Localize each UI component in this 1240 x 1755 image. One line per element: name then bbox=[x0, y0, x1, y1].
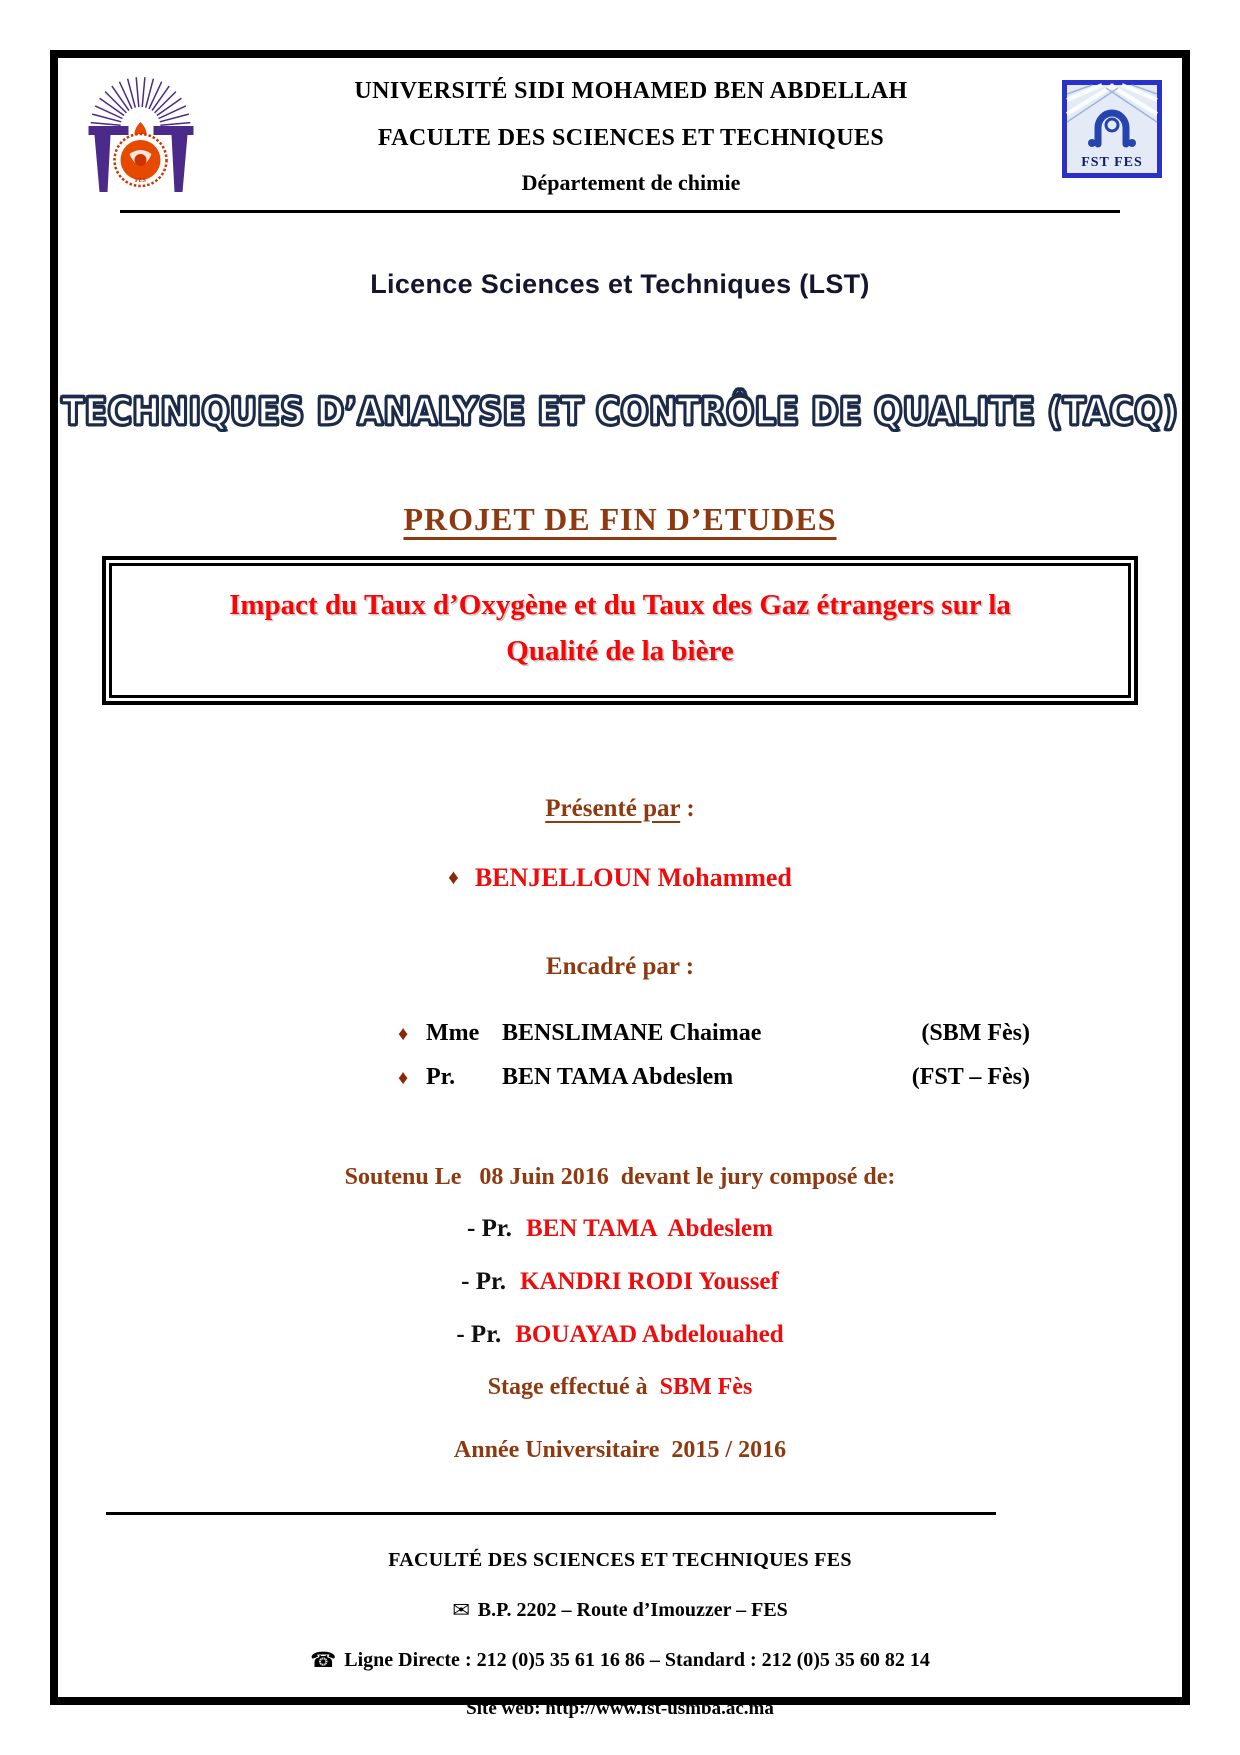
presented-by-entry bbox=[58, 863, 1182, 893]
thesis-title-line1: Impact du Taux d’Oxygène et du Taux des Gaz étrangers sur la bbox=[229, 589, 1011, 621]
page-border-frame bbox=[50, 50, 1190, 1720]
footer bbox=[58, 1549, 1182, 1720]
supervisor-affiliation: (FST – Fès) bbox=[911, 1064, 1030, 1091]
footer-website: Site web: http://www.fst-usmba.ac.ma bbox=[466, 1698, 774, 1720]
footer-phones-line bbox=[58, 1648, 1182, 1672]
supervisor-title: Mme bbox=[426, 1019, 480, 1046]
supervisor-name: BEN TAMA Abdeslem bbox=[502, 1064, 734, 1091]
program-line: Licence Sciences et Techniques (LST) bbox=[370, 269, 870, 299]
footer-faculty-line: FACULTÉ DES SCIENCES ET TECHNIQUES FES bbox=[388, 1549, 852, 1572]
diamond-bullet-icon: ♦ bbox=[398, 1067, 409, 1090]
header-text-block bbox=[200, 72, 1062, 196]
header-university: UNIVERSITÉ SIDI MOHAMED BEN ABDELLAH bbox=[354, 78, 908, 104]
jury-member-name: KANDRI RODI Youssef bbox=[520, 1267, 779, 1295]
internship-company: SBM Fès bbox=[659, 1374, 753, 1401]
jury-row bbox=[58, 1266, 1182, 1297]
jury-member-name: BOUAYAD Abdelouahed bbox=[515, 1321, 784, 1349]
phone-icon: ☎ bbox=[310, 1648, 337, 1673]
jury-row bbox=[58, 1319, 1182, 1350]
internship-prefix: Stage effectué à bbox=[487, 1374, 648, 1401]
footer-address-line bbox=[58, 1598, 1182, 1622]
supervisor-title: Pr. bbox=[426, 1064, 456, 1091]
footer-phones: Ligne Directe : 212 (0)5 35 61 16 86 – Standard : 212 (0)5 35 60 82 14 bbox=[344, 1649, 930, 1672]
jury-row bbox=[58, 1213, 1182, 1244]
university-logo bbox=[82, 72, 200, 194]
jury-member-name: BEN TAMA Abdeslem bbox=[525, 1214, 773, 1242]
mail-icon: ✉ bbox=[452, 1598, 470, 1623]
header-faculty: FACULTE DES SCIENCES ET TECHNIQUES bbox=[377, 125, 885, 151]
supervisor-name: BENSLIMANE Chaimae bbox=[502, 1019, 762, 1046]
jury-intro: Soutenu Le 08 Juin 2016 devant le jury composé de: bbox=[344, 1163, 896, 1190]
footer-address: B.P. 2202 – Route d’Imouzzer – FES bbox=[477, 1599, 788, 1622]
supervisor-row bbox=[398, 1055, 1030, 1099]
academic-year: Année Universitaire 2015 / 2016 bbox=[453, 1437, 787, 1464]
thesis-title-box-inner bbox=[109, 563, 1131, 698]
doc-type-title: PROJET DE FIN D’ETUDES bbox=[403, 501, 837, 537]
diamond-bullet-icon: ♦ bbox=[398, 1022, 409, 1045]
header-divider bbox=[120, 210, 1120, 213]
header-department: Département de chimie bbox=[521, 170, 741, 195]
jury-prefix: - Pr. bbox=[467, 1214, 512, 1242]
internship-line bbox=[58, 1374, 1182, 1401]
supervisor-row bbox=[398, 1011, 1030, 1055]
header bbox=[58, 58, 1182, 196]
fst-fes-logo-text: FST FES bbox=[1081, 155, 1143, 170]
supervisors-list bbox=[398, 1011, 1030, 1100]
university-logo-caption: FES bbox=[134, 178, 147, 184]
thesis-title-line2: Qualité de la bière bbox=[506, 635, 734, 668]
supervised-by-label: Encadré par : bbox=[545, 952, 695, 980]
presented-by-name: BENJELLOUN Mohammed bbox=[474, 862, 792, 892]
diamond-bullet-icon: ♦ bbox=[448, 864, 459, 889]
thesis-title-box bbox=[102, 556, 1138, 705]
footer-divider bbox=[106, 1512, 996, 1515]
presented-by-label: Présenté par : bbox=[545, 794, 695, 822]
fst-fes-logo bbox=[1062, 80, 1162, 178]
jury-prefix: - Pr. bbox=[456, 1321, 502, 1349]
supervisor-affiliation: (SBM Fès) bbox=[921, 1019, 1030, 1046]
jury-prefix: - Pr. bbox=[461, 1267, 507, 1295]
specialty-banner: TECHNIQUES D’ANALYSE ET CONTRÔLE DE QUALITE (TACQ) bbox=[61, 389, 1179, 434]
